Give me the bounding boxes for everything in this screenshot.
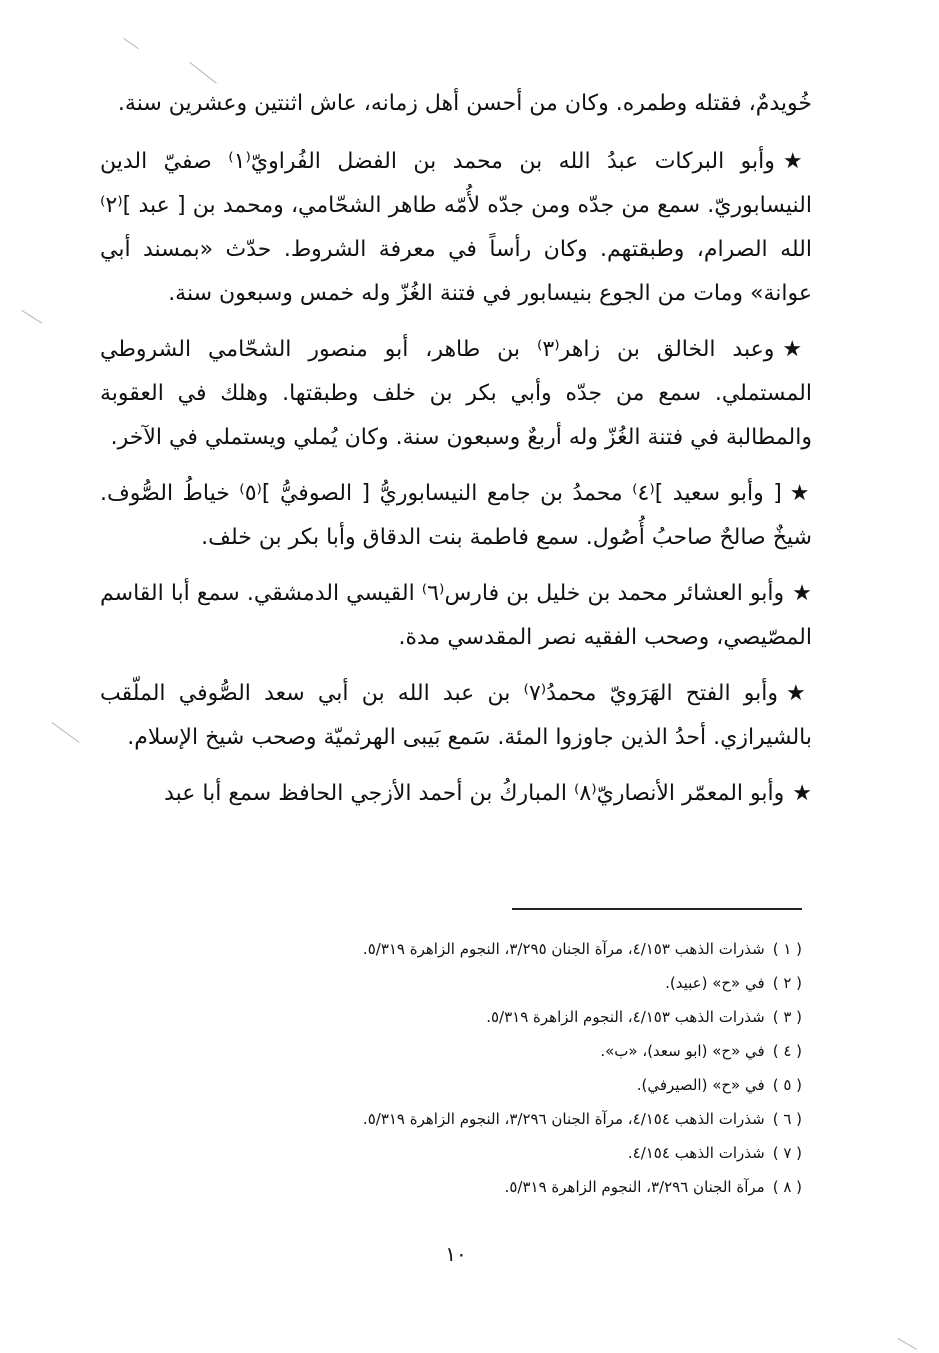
footnote-text: في «ح» (ابو سعد)، «ب». xyxy=(600,1042,765,1060)
footnote-text: شذرات الذهب ٤/١٥٤، مرآة الجنان ٣/٢٩٦، النجوم الزاهرة ٥/٣١٩. xyxy=(362,1110,765,1128)
entry-paragraph xyxy=(100,772,812,816)
entry-paragraph xyxy=(100,140,812,316)
scan-mark xyxy=(51,722,79,743)
scan-mark xyxy=(21,310,42,324)
footnote-text: في «ح» (الصيرفي). xyxy=(636,1076,765,1094)
footnote-item xyxy=(182,1136,802,1170)
footnote-text: مرآة الجنان ٣/٢٩٦، النجوم الزاهرة ٥/٣١٩. xyxy=(504,1178,765,1196)
entry-text: وأبو المعمّر الأنصاريّ⁽٨⁾ المباركُ بن أحمد الأزجي الحافظ سمع أبا عبد xyxy=(164,781,785,806)
footnote-separator xyxy=(512,908,802,910)
star-icon: ★ xyxy=(782,149,812,174)
footnote-number: ( ٥ ) xyxy=(772,1076,802,1094)
footnote-text: شذرات الذهب ٤/١٥٤. xyxy=(627,1144,765,1162)
footnote-number: ( ١ ) xyxy=(772,940,802,958)
footnote-item xyxy=(182,1068,802,1102)
entry-text: وأبو الفتح الهَرَويّ محمدُ⁽٧⁾ بن عبد الله بن أبي سعد الصُّوفي الملّقب بالشيرازي. أحدُ الذين جاوزوا المئة. سَمع بَيبى الهرثميّة وصحب شيخ الإسلام. xyxy=(100,681,812,750)
entry-paragraph xyxy=(100,472,812,560)
entry-paragraph xyxy=(100,572,812,660)
entry-text: وأبو البركات عبدُ الله بن محمد بن الفضل الفُراويّ⁽١⁾ صفيّ الدين النيسابوريّ. سمع من جدّه ومن جدّه لأُمّه طاهر الشحّامي، ومحمد بن [ عبد ]⁽٢⁾ الله الصرام، وطبقتهم. وكان رأساً في معرفة الشروط. حدّث «بمسند أبي عوانة» ومات من الجوع بنيسابور في فتنة الغُزّ وله خمس وسبعون سنة. xyxy=(100,149,812,306)
entry-text: وعبد الخالق بن زاهر⁽٣⁾ بن طاهر، أبو منصور الشحّامي الشروطي المستملي. سمع من جدّه وأبي بكر بن خلف وطبقتها. وهلك في العقوبة والمطالبة في فتنة الغُزّ وله أربعٌ وسبعون سنة. وكان يُملي ويستملي في الآخر. xyxy=(100,337,812,450)
entry-text: [ وأبو سعيد ]⁽٤⁾ محمدُ بن جامع النيسابوريُّ [ الصوفيُّ ]⁽٥⁾ خياطُ الصُّوف. شيخٌ صالحٌ صاحبُ أُصُول. سمع فاطمة بنت الدقاق وأبا بكر بن خلف. xyxy=(100,481,812,550)
footnote-number: ( ٨ ) xyxy=(772,1178,802,1196)
footnote-text: شذرات الذهب ٤/١٥٣، مرآة الجنان ٣/٢٩٥، النجوم الزاهرة ٥/٣١٩. xyxy=(362,940,765,958)
footnote-item xyxy=(182,1000,802,1034)
book-page xyxy=(100,82,812,1332)
entry-text: وأبو العشائر محمد بن خليل بن فارس⁽٦⁾ القيسي الدمشقي. سمع أبا القاسم المصّيصي، وصحب الفقيه نصر المقدسي مدة. xyxy=(100,581,812,650)
star-icon: ★ xyxy=(789,481,812,506)
footnote-item xyxy=(182,1034,802,1068)
star-icon: ★ xyxy=(786,681,812,706)
footnote-item xyxy=(182,932,802,966)
footnote-item xyxy=(182,1102,802,1136)
footnote-text: في «ح» (عبيد). xyxy=(665,974,765,992)
footnote-number: ( ٦ ) xyxy=(772,1110,802,1128)
page-number: ١٠ xyxy=(445,1242,467,1266)
footnote-number: ( ٣ ) xyxy=(772,1008,802,1026)
intro-paragraph: خُويدمٌ، فقتله وطمره. وكان من أحسن أهل زمانه، عاش اثنتين وعشرين سنة. xyxy=(117,91,812,116)
star-icon: ★ xyxy=(792,781,812,806)
entry-paragraph xyxy=(100,328,812,460)
scan-mark xyxy=(898,1338,918,1350)
footnote-item xyxy=(182,966,802,1000)
footnote-item xyxy=(182,1170,802,1204)
scan-mark xyxy=(123,38,138,49)
scan-mark xyxy=(189,62,216,84)
footnote-text: شذرات الذهب ٤/١٥٣، النجوم الزاهرة ٥/٣١٩. xyxy=(486,1008,765,1026)
footnotes-list xyxy=(182,932,802,1204)
footnote-number: ( ٤ ) xyxy=(772,1042,802,1060)
entry-paragraph xyxy=(100,672,812,760)
footnote-number: ( ٧ ) xyxy=(772,1144,802,1162)
footnote-number: ( ٢ ) xyxy=(772,974,802,992)
star-icon: ★ xyxy=(792,581,813,606)
star-icon: ★ xyxy=(782,337,812,362)
